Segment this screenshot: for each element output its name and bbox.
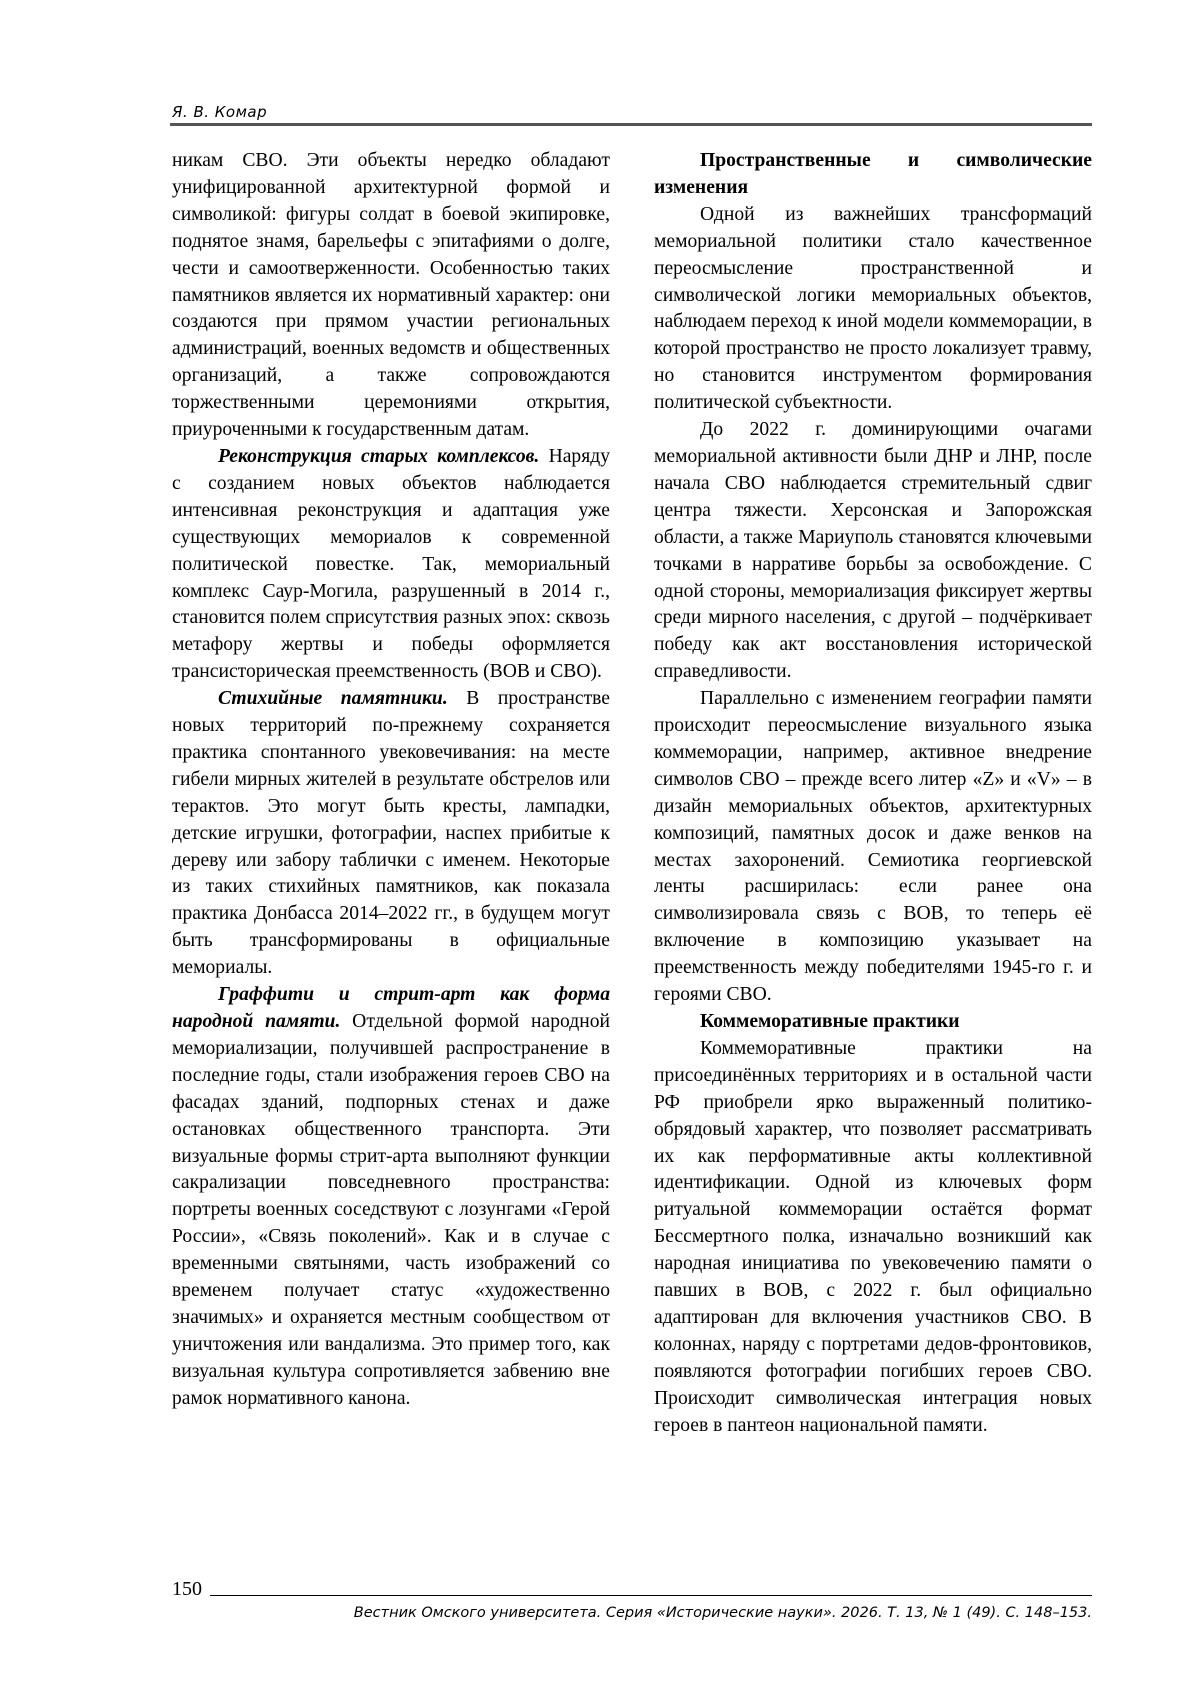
journal-citation: Вестник Омского университета. Серия «Исторические науки». 2026. Т. 13, № 1 (49). С. 148–153. bbox=[353, 1605, 1092, 1621]
run-in-heading-reconstruction: Реконструкция старых комплексов. bbox=[218, 445, 540, 467]
left-paragraph-4 bbox=[172, 982, 610, 1413]
left-paragraph-2-text: Наряду с созданием новых объектов наблюдается интенсивная реконструкция и адаптация уже существующих мемориалов к современной политической повестке. Так, мемориальный комплекс Саур-Могила, разрушенный в 2014 г., становится полем сприсутствия разных эпох: сквозь метафору жертвы и победы оформляется трансисторическая преемственность (ВОВ и СВО). bbox=[172, 445, 610, 683]
left-paragraph-1: никам СВО. Эти объекты нередко обладают унифицированной архитектурной формой и символикой: фигуры солдат в боевой экипировке, поднятое знамя, барельефы с эпитафиями о долге, чести и самоотверженности. Особенностью таких памятников является их нормативный характер: они создаются при прямом участии региональных администраций, военных ведомств и общественных организаций, а также сопровождаются торжественными церемониями открытия, приуроченными к государственным датам. bbox=[172, 150, 610, 441]
section-heading-spatial: Пространственные и символические изменения bbox=[654, 150, 1092, 198]
right-paragraph-1: Одной из важнейших трансформаций мемориальной политики стало качественное переосмысление пространственной и символической логики мемориальных объектов, наблюдаем переход к иной модели коммеморации, в которой пространство не просто локализует травму, но становится инструментом формирования политической субъектности. bbox=[654, 203, 1092, 414]
right-paragraph-3: Параллельно с изменением географии памяти происходит переосмысление визуального языка коммеморации, например, активное внедрение символов СВО – прежде всего литер «Z» и «V» – в дизайн мемориальных объектов, архитектурных композиций, памятных досок и даже венков на местах захоронений. Семиотика георгиевской ленты расширилась: если ранее она символизировала связь с ВОВ, то теперь её включение в композицию указывает на преемственность между победителями 1945-го г. и героями СВО. bbox=[654, 688, 1092, 1006]
left-column bbox=[172, 148, 610, 1413]
section-heading-commemorative: Коммеморативные практики bbox=[700, 1011, 960, 1032]
left-paragraph-3 bbox=[172, 686, 610, 982]
right-paragraph-2: До 2022 г. доминирующими очагами мемориальной активности были ДНР и ЛНР, после начала СВО наблюдается стремительный сдвиг центра тяжести. Херсонская и Запорожская области, а также Мариуполь становятся ключевыми точками в нарративе борьбы за освобождение. С одной стороны, мемориализация фиксирует жертвы среди мирного населения, с другой – подчёркивает победу как акт восстановления исторической справедливости. bbox=[654, 419, 1092, 683]
left-paragraph-2 bbox=[172, 444, 610, 686]
page-number: 150 bbox=[172, 1578, 202, 1600]
right-column bbox=[654, 148, 1092, 1440]
header-rule bbox=[170, 123, 1092, 126]
running-head-author: Я. В. Комар bbox=[172, 103, 268, 121]
left-paragraph-4-text: Отдельной формой народной мемориализации, получившей распространение в последние годы, стали изображения героев СВО на фасадах зданий, подпорных стенах и даже остановках общественного транспорта. Эти визуальные формы стрит-арта выполняют функции сакрализации повседневного пространства: портреты военных соседствуют с лозунгами «Герой России», «Связь поколений». Как и в случае с временными святынями, часть изображений со временем получает статус «художественно значимых» и охраняется местным сообществом от уничтожения или вандализма. Это пример того, как визуальная культура сопротивляется забвению вне рамок нормативного канона. bbox=[172, 1011, 610, 1409]
run-in-heading-graffiti: Граффити и стрит-арт как форма народной памяти. bbox=[172, 984, 610, 1032]
left-paragraph-3-text: В пространстве новых территорий по-прежнему сохраняется практика спонтанного увековечивания: на месте гибели мирных жителей в результате обстрелов или терактов. Это могут быть кресты, лампадки, детские игрушки, фотографии, наспех прибитые к дереву или забору таблички с именем. Некоторые из таких стихийных памятников, как показала практика Донбасса 2014–2022 гг., в будущем могут быть трансформированы в официальные мемориалы. bbox=[172, 688, 610, 979]
run-in-heading-spontaneous: Стихийные памятники. bbox=[218, 688, 448, 710]
right-paragraph-4: Коммеморативные практики на присоединённых территориях и в остальной части РФ приобрели ярко выраженный политико-обрядовый характер, что позволяет рассматривать их как перформативные акты коллективной идентификации. Одной из ключевых форм ритуальной коммеморации остаётся формат Бессмертного полка, изначально возникший как народная инициатива по увековечению памяти о павших в ВОВ, с 2022 г. был официально адаптирован для включения участников СВО. В колоннах, наряду с портретами дедов-фронтовиков, появляются фотографии погибших героев СВО. Происходит символическая интеграция новых героев в пантеон национальной памяти. bbox=[654, 1037, 1092, 1436]
footer-rule bbox=[210, 1595, 1092, 1596]
